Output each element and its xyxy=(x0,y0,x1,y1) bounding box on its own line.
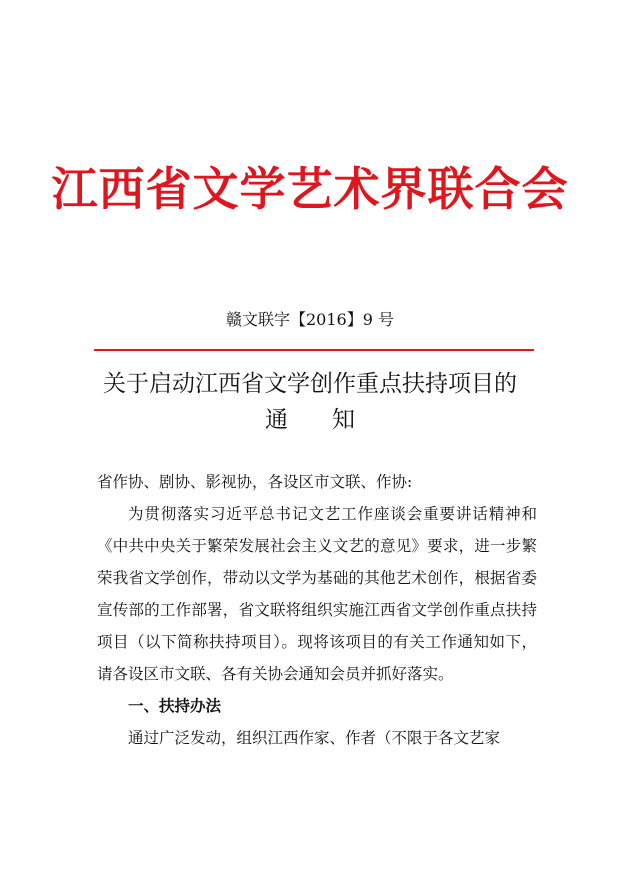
section-heading-1: 一、扶持办法 xyxy=(128,697,222,715)
notice-title-word1: 通 xyxy=(265,407,288,433)
body-paragraph-1: 为贯彻落实习近平总书记文艺工作座谈会重要讲话精神和《中共中央关于繁荣发展社会主义文艺的意见》要求，进一步繁荣我省文学创作，带动以文学为基础的其他艺术创作，根据省委宣传部的工作部署，省文联将组织实施江西省文学创作重点扶持项目（以下简称扶持项目）。现将该项目的有关工作通知如下，请各设区市文联、各有关协会通知会员并抓好落实。 xyxy=(97,505,537,683)
letterhead-red-divider xyxy=(94,349,534,351)
notice-title-line2 xyxy=(0,402,620,438)
body-paragraph-2: 通过广泛发动，组织江西作家、作者（不限于各文艺家 xyxy=(128,729,501,747)
notice-title xyxy=(0,366,620,438)
notice-body xyxy=(97,466,537,754)
notice-title-line1: 关于启动江西省文学创作重点扶持项目的 xyxy=(103,371,517,397)
notice-title-word2: 知 xyxy=(332,407,355,433)
addressee-line: 省作协、剧协、影视协，各设区市文联、作协: xyxy=(97,473,413,491)
document-number: 赣文联字【2016】9 号 xyxy=(226,310,394,329)
letterhead-org-name: 江西省文学艺术界联合会 xyxy=(51,162,569,216)
